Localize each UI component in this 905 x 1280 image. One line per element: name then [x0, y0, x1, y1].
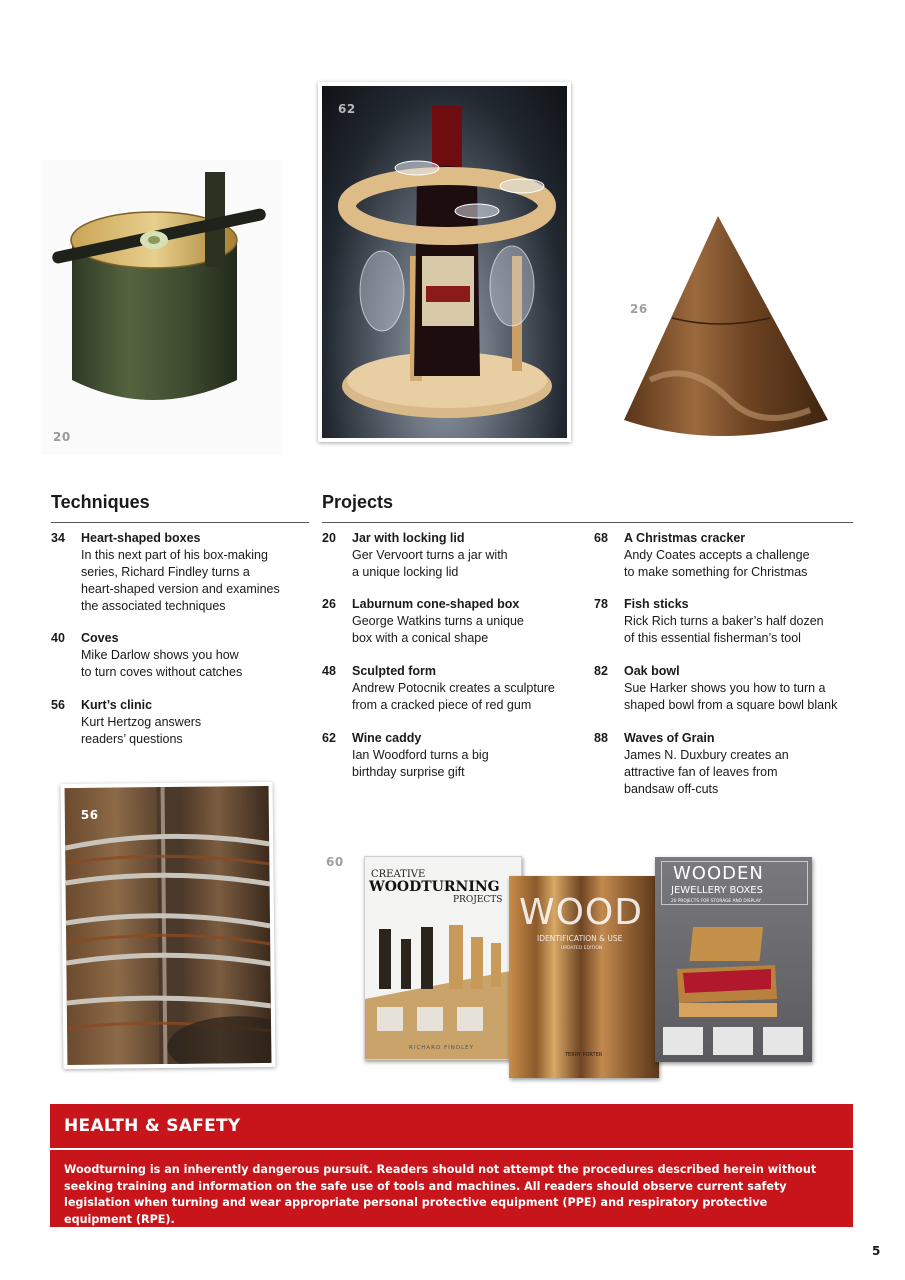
toc-description [352, 547, 584, 581]
toc-description-line: Ian Woodford turns a big [352, 748, 489, 762]
toc-page-number: 56 [51, 698, 65, 712]
toc-description [352, 747, 584, 781]
projects-heading: Projects [322, 492, 394, 512]
toc-description [624, 613, 856, 647]
toc-description-line: to turn coves without catches [81, 665, 243, 679]
bandsaw-blades-photo [61, 782, 276, 1069]
toc-description [81, 647, 313, 681]
toc-title: Fish sticks [624, 597, 689, 611]
book-title-line: WOODEN [673, 863, 764, 884]
toc-title: Waves of Grain [624, 731, 715, 745]
book-wood-identification [509, 876, 659, 1078]
toc-title: Jar with locking lid [352, 531, 465, 545]
jewellery-box-illustration [655, 909, 812, 1062]
toc-page-number: 82 [594, 664, 608, 678]
toc-description-line: Andrew Potocnik creates a sculpture [352, 681, 555, 695]
jar-illustration [42, 160, 282, 455]
toc-description [624, 547, 856, 581]
book-title-line: JEWELLERY BOXES [671, 885, 763, 896]
toc-page-number: 40 [51, 631, 65, 645]
toc-description [352, 680, 584, 714]
photo-page-number: 62 [338, 102, 356, 116]
health-safety-divider [50, 1148, 853, 1150]
book-title-line: CREATIVE [371, 869, 426, 880]
toc-title: A Christmas cracker [624, 531, 746, 545]
toc-description [81, 547, 313, 615]
toc-description-line: a unique locking lid [352, 565, 459, 579]
toc-page-number: 88 [594, 731, 608, 745]
photo-page-number: 26 [630, 302, 648, 316]
toc-description-line: birthday surprise gift [352, 765, 465, 779]
book-edition: UPDATED EDITION [561, 946, 603, 951]
toc-description-line: from a cracked piece of red gum [352, 698, 532, 712]
photo-page-number: 60 [326, 855, 344, 869]
toc-description-line: Andy Coates accepts a challenge [624, 548, 810, 562]
toc-description-line: George Watkins turns a unique [352, 614, 524, 628]
toc-page-number: 48 [322, 664, 336, 678]
toc-page-number: 20 [322, 531, 336, 545]
health-safety-box [50, 1104, 853, 1227]
toc-page-number: 68 [594, 531, 608, 545]
toc-description-line: to make something for Christmas [624, 565, 808, 579]
toc-description-line: readers’ questions [81, 732, 183, 746]
book-title-line: PROJECTS [453, 895, 503, 905]
toc-page-number: 34 [51, 531, 65, 545]
book-author: RICHARD FINDLEY [409, 1045, 475, 1051]
book-subtitle: 20 PROJECTS FOR STORAGE AND DISPLAY [671, 899, 761, 904]
toc-description [352, 613, 584, 647]
book-title-line: WOODTURNING [369, 879, 500, 895]
toc-title: Laburnum cone-shaped box [352, 597, 520, 611]
book-author: TERRY PORTER [565, 1052, 603, 1058]
toc-description-line: the associated techniques [81, 599, 226, 613]
toc-description-line: bandsaw off-cuts [624, 782, 719, 796]
toc-title: Kurt’s clinic [81, 698, 153, 712]
toc-description-line: series, Richard Findley turns a [81, 565, 250, 579]
toc-description-line: shaped bowl from a square bowl blank [624, 698, 838, 712]
book-wooden-jewellery-boxes [655, 857, 812, 1062]
toc-description-line: heart-shaped version and examines [81, 582, 280, 596]
toc-description-line: of this essential fisherman’s tool [624, 631, 801, 645]
cone-box-illustration [610, 200, 845, 460]
toc-description [81, 714, 313, 748]
photo-page-number: 20 [53, 430, 71, 444]
toc-page-number: 26 [322, 597, 336, 611]
toc-description [624, 680, 856, 714]
toc-description-line: In this next part of his box-making [81, 548, 268, 562]
page-number: 5 [872, 1244, 881, 1258]
bandsaw-blades-illustration [65, 786, 272, 1065]
techniques-heading: Techniques [51, 492, 150, 512]
health-safety-text: Woodturning is an inherently dangerous pursuit. Readers should not attempt the procedures described herein without seeking training and information on the safe use of tools and machines. All readers should observe current safety legislation when turning and wear appropriate personal protective equipment (PPE) and respiratory protective equipment (RPE). [64, 1163, 817, 1226]
techniques-rule [51, 522, 309, 523]
jar-photo [42, 160, 282, 455]
toc-title: Sculpted form [352, 664, 437, 678]
projects-rule [322, 522, 853, 523]
photo-page-number: 56 [80, 807, 99, 822]
chess-set-illustration [365, 909, 521, 1059]
wine-caddy-photo [318, 82, 571, 442]
wine-caddy-illustration [322, 86, 567, 438]
toc-title: Oak bowl [624, 664, 680, 678]
toc-title: Coves [81, 631, 119, 645]
book-title: WOOD [519, 892, 643, 933]
toc-description-line: Rick Rich turns a baker’s half dozen [624, 614, 824, 628]
cone-box-photo [610, 200, 845, 460]
toc-page-number: 78 [594, 597, 608, 611]
toc-title: Heart-shaped boxes [81, 531, 201, 545]
book-subtitle: IDENTIFICATION & USE [537, 934, 623, 943]
toc-description-line: James N. Duxbury creates an [624, 748, 789, 762]
toc-description-line: box with a conical shape [352, 631, 489, 645]
toc-description-line: Kurt Hertzog answers [81, 715, 202, 729]
toc-description-line: Mike Darlow shows you how [81, 648, 239, 662]
toc-description-line: Ger Vervoort turns a jar with [352, 548, 508, 562]
toc-description [624, 747, 856, 798]
toc-description-line: Sue Harker shows you how to turn a [624, 681, 826, 695]
toc-page-number: 62 [322, 731, 336, 745]
book-creative-woodturning-projects [364, 856, 522, 1060]
toc-description-line: attractive fan of leaves from [624, 765, 778, 779]
health-safety-title: HEALTH & SAFETY [64, 1116, 241, 1136]
toc-title: Wine caddy [352, 731, 422, 745]
